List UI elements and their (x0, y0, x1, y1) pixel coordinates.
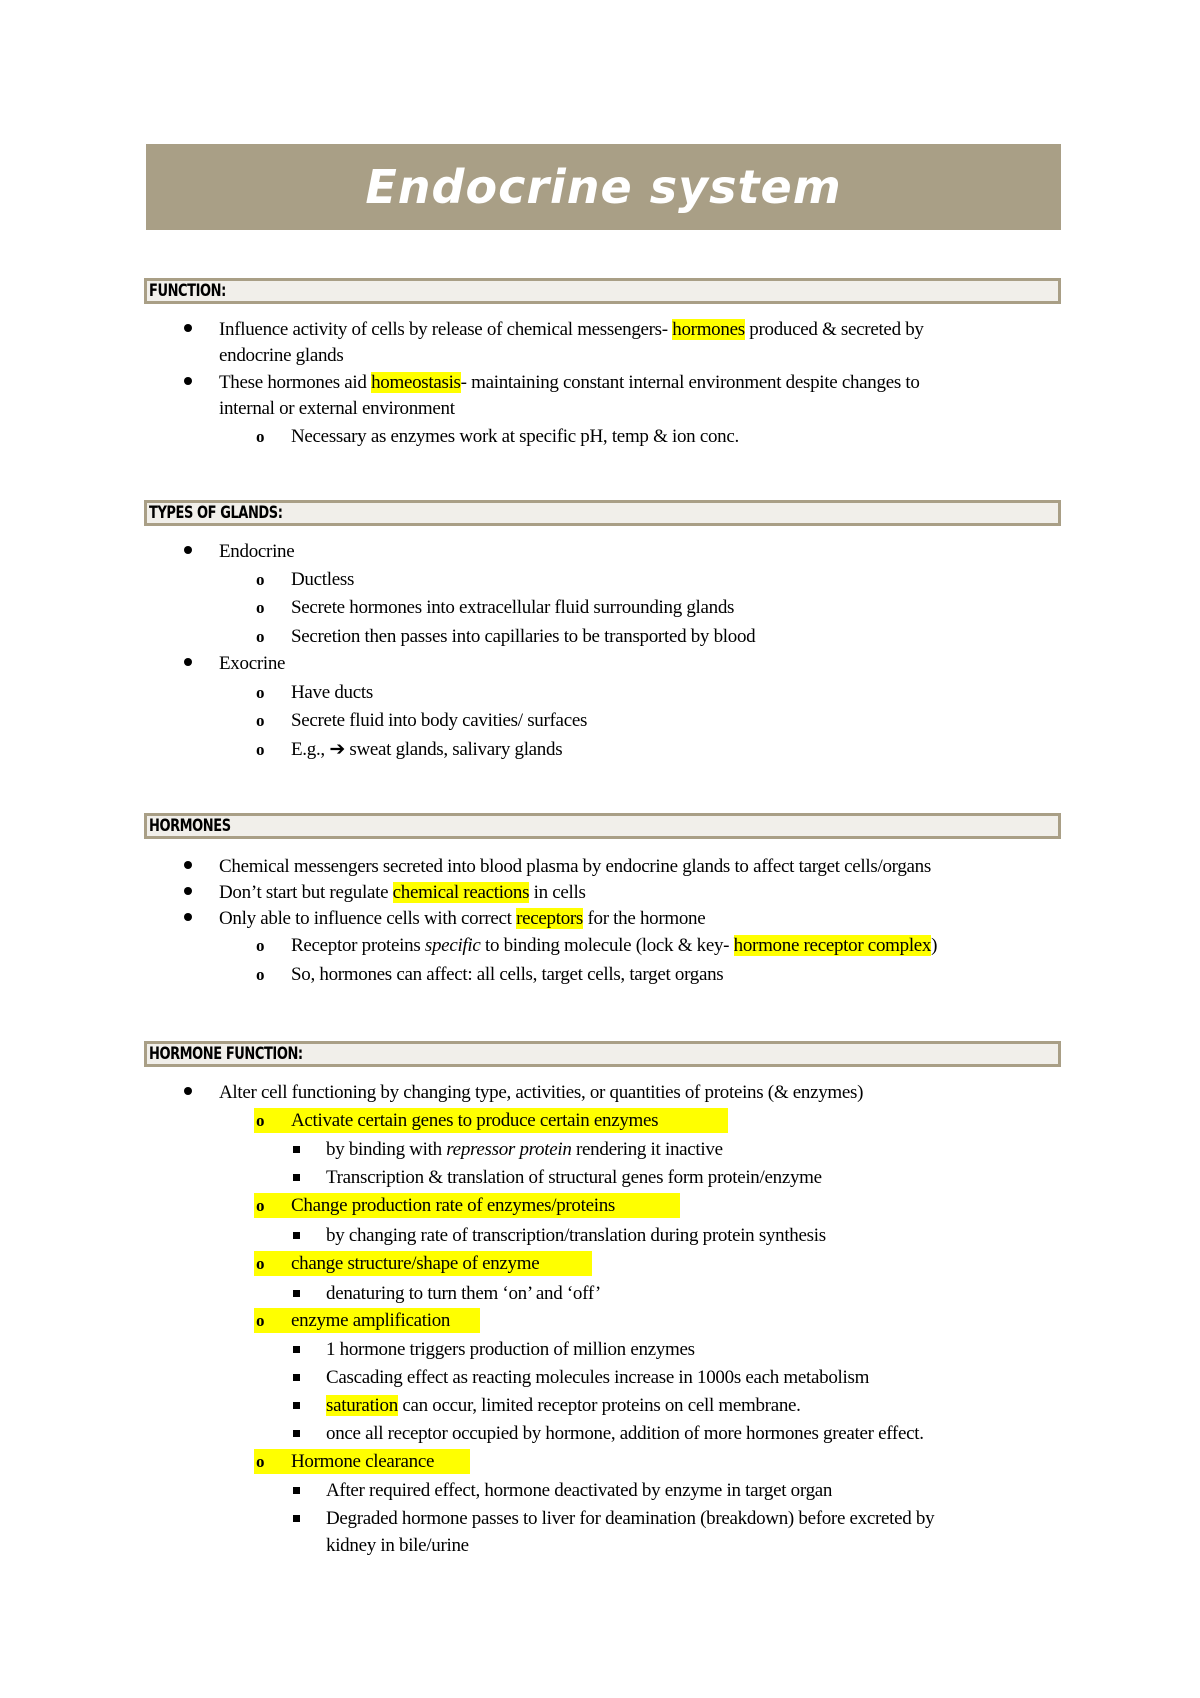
sub-list-item: Activate certain genes to produce certain enzymes (291, 1110, 659, 1131)
list-item: Alter cell functioning by changing type, activities, or quantities of proteins (& enzymes) (219, 1082, 864, 1103)
list-item: Don’t start but regulate chemical reactions in cells (219, 882, 586, 903)
bullet-square (293, 1430, 300, 1437)
section-header-hormone-function: HORMONE FUNCTION: (144, 1041, 1061, 1067)
bullet-square (293, 1402, 300, 1409)
sub-sub-list-item: Degraded hormone passes to liver for deamination (breakdown) before excreted by (326, 1508, 935, 1529)
bullet-o: o (256, 570, 265, 589)
sub-sub-list-item: once all receptor occupied by hormone, addition of more hormones greater effect. (326, 1423, 924, 1444)
section-header-hormones: HORMONES (144, 813, 1061, 839)
section-header-function: FUNCTION: (144, 278, 1061, 304)
bullet-o: o (256, 683, 265, 702)
bullet-o: o (256, 427, 265, 446)
sub-sub-list-item-continued: kidney in bile/urine (326, 1535, 469, 1556)
sub-sub-list-item: After required effect, hormone deactivated by enzyme in target organ (326, 1480, 833, 1501)
bullet-square (293, 1232, 300, 1239)
bullet-disc (184, 1087, 192, 1095)
bullet-o: o (256, 627, 265, 646)
sub-sub-list-item: 1 hormone triggers production of million enzymes (326, 1339, 695, 1360)
list-item: Influence activity of cells by release of chemical messengers- hormones produced & secreted by (219, 319, 924, 340)
bullet-o: o (256, 1311, 265, 1330)
sub-sub-list-item: Transcription & translation of structural genes form protein/enzyme (326, 1167, 822, 1188)
sub-list-item: E.g., ➔ sweat glands, salivary glands (291, 739, 563, 760)
bullet-o: o (256, 965, 265, 984)
title-banner (146, 144, 1061, 230)
bullet-square (293, 1174, 300, 1181)
sub-sub-list-item: by binding with repressor protein rendering it inactive (326, 1139, 723, 1160)
sub-sub-list-item: saturation can occur, limited receptor proteins on cell membrane. (326, 1395, 801, 1416)
sub-list-item: change structure/shape of enzyme (291, 1253, 540, 1274)
bullet-square (293, 1487, 300, 1494)
bullet-disc (184, 324, 192, 332)
bullet-square (293, 1346, 300, 1353)
bullet-o: o (256, 1452, 265, 1471)
bullet-disc (184, 658, 192, 666)
bullet-o: o (256, 711, 265, 730)
list-item: Only able to influence cells with correct receptors for the hormone (219, 908, 706, 929)
bullet-disc (184, 913, 192, 921)
sub-list-item: Secretion then passes into capillaries to be transported by blood (291, 626, 756, 647)
bullet-square (293, 1374, 300, 1381)
bullet-square (293, 1146, 300, 1153)
bullet-disc (184, 887, 192, 895)
bullet-disc (184, 546, 192, 554)
sub-list-item: Secrete fluid into body cavities/ surfaces (291, 710, 588, 731)
list-item: Endocrine (219, 541, 295, 562)
bullet-square (293, 1290, 300, 1297)
bullet-o: o (256, 1254, 265, 1273)
sub-list-item: Ductless (291, 569, 355, 590)
sub-sub-list-item: by changing rate of transcription/translation during protein synthesis (326, 1225, 826, 1246)
sub-list-item: enzyme amplification (291, 1310, 451, 1331)
page-title: Endocrine system (365, 160, 842, 214)
bullet-disc (184, 861, 192, 869)
bullet-o: o (256, 1196, 265, 1215)
bullet-disc (184, 377, 192, 385)
sub-sub-list-item: Cascading effect as reacting molecules increase in 1000s each metabolism (326, 1367, 870, 1388)
list-item-continued: endocrine glands (219, 345, 344, 366)
sub-list-item: Change production rate of enzymes/proteins (291, 1195, 616, 1216)
sub-list-item: Receptor proteins specific to binding molecule (lock & key- hormone receptor complex) (291, 935, 938, 956)
list-item: Chemical messengers secreted into blood plasma by endocrine glands to affect target cells/organs (219, 856, 931, 877)
arrow-right-icon: ➔ (329, 739, 345, 760)
section-header-types: TYPES OF GLANDS: (144, 500, 1061, 526)
sub-list-item: Have ducts (291, 682, 373, 703)
sub-list-item: Hormone clearance (291, 1451, 435, 1472)
sub-sub-list-item: denaturing to turn them ‘on’ and ‘off’ (326, 1283, 601, 1304)
bullet-o: o (256, 936, 265, 955)
sub-list-item: So, hormones can affect: all cells, target cells, target organs (291, 964, 724, 985)
sub-list-item: Secrete hormones into extracellular fluid surrounding glands (291, 597, 735, 618)
sub-list-item: Necessary as enzymes work at specific pH, temp & ion conc. (291, 426, 739, 447)
list-item: Exocrine (219, 653, 286, 674)
list-item-continued: internal or external environment (219, 398, 455, 419)
list-item: These hormones aid homeostasis- maintaining constant internal environment despite changes to (219, 372, 920, 393)
bullet-o: o (256, 740, 265, 759)
bullet-square (293, 1515, 300, 1522)
bullet-o: o (256, 598, 265, 617)
bullet-o: o (256, 1111, 265, 1130)
